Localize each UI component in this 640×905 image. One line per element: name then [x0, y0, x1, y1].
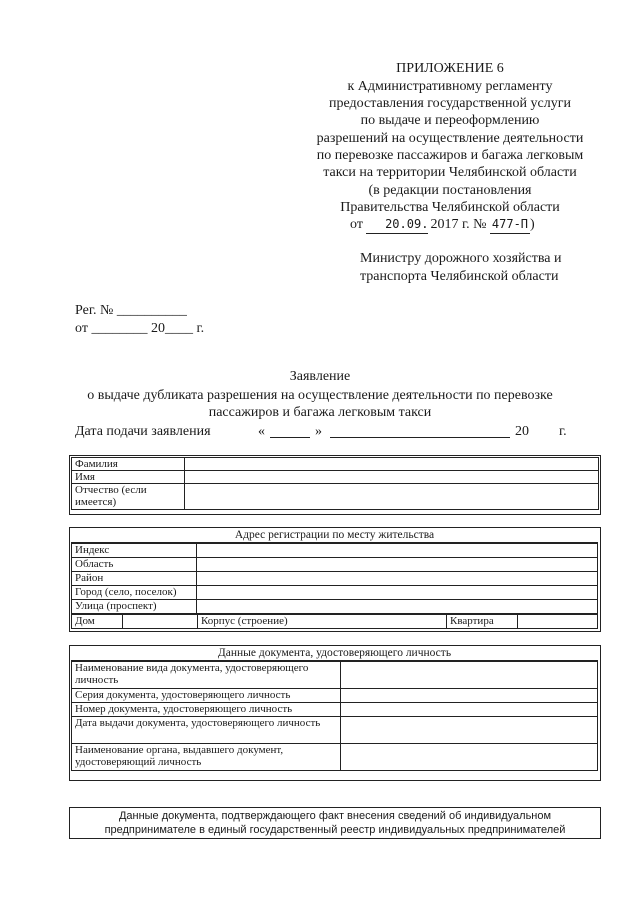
close-quote: » [315, 424, 322, 439]
id-series-label: Серия документа, удостоверяющего личность [72, 689, 341, 703]
person-table [71, 457, 599, 510]
egrip-line-1: Данные документа, подтверждающего факт внесения сведений об индивидуальном [118, 810, 552, 822]
day-blank[interactable] [270, 437, 310, 438]
city-field[interactable] [197, 586, 598, 600]
year-prefix: 20 [150, 321, 165, 336]
region-field[interactable] [197, 558, 598, 572]
house-field[interactable] [123, 615, 198, 629]
index-field[interactable] [197, 544, 598, 558]
decree-date-handwritten: 20.09. [366, 216, 428, 234]
id-doc-type-label: Наименование вида документа, удостоверяющего личность [72, 662, 341, 689]
decree-year: 2017 г. № [430, 217, 487, 232]
egrip-line-2: предпринимателе в единый государственный реестр индивидуальных предпринимателей [104, 824, 566, 836]
close-paren: ) [529, 217, 535, 232]
building-label: Корпус (строение) [198, 615, 447, 629]
name-field[interactable] [185, 471, 599, 484]
header-line: такси на территории Челябинской области [323, 165, 577, 180]
reg-label: Рег. № [75, 303, 114, 318]
address-table [71, 543, 598, 614]
submission-date-line [75, 423, 595, 441]
date-prefix: от [350, 217, 363, 232]
region-label: Область [72, 558, 197, 572]
id-doc-type-field[interactable] [341, 662, 598, 689]
address-table-title: Адрес регистрации по месту жительства [71, 529, 598, 543]
year-blank: ____ [164, 321, 193, 336]
decree-date-line [350, 216, 535, 234]
id-table-title: Данные документа, удостоверяющего личность [71, 647, 598, 661]
header-line: предоставления государственной услуги [329, 96, 571, 111]
egrip-box [69, 807, 601, 839]
decree-number-handwritten: 477-П [490, 216, 530, 234]
id-number-label: Номер документа, удостоверяющего личность [72, 703, 341, 717]
month-blank[interactable] [330, 437, 510, 438]
appendix-title: ПРИЛОЖЕНИЕ 6 [396, 61, 504, 76]
apartment-field[interactable] [518, 615, 598, 629]
apartment-label: Квартира [447, 615, 518, 629]
district-label: Район [72, 572, 197, 586]
addressee-line-2: транспорта Челябинской области [360, 269, 559, 284]
surname-field[interactable] [185, 458, 599, 471]
addressee-line-1: Министру дорожного хозяйства и [360, 251, 562, 266]
from-blank: ________ [91, 321, 148, 336]
id-issuer-field[interactable] [341, 744, 598, 771]
reg-number-line [75, 302, 187, 319]
id-series-field[interactable] [341, 689, 598, 703]
patronymic-label: Отчество (если имеется) [72, 484, 185, 510]
statement-title: Заявление [289, 369, 351, 384]
header-line: по выдаче и переоформлению [360, 113, 540, 128]
reg-date-line [75, 320, 204, 337]
header-line: Правительства Челябинской области [340, 200, 560, 215]
id-issue-date-field[interactable] [341, 717, 598, 744]
patronymic-field[interactable] [185, 484, 599, 510]
open-quote: « [258, 424, 265, 439]
id-number-field[interactable] [341, 703, 598, 717]
year-suffix: г. [196, 321, 205, 336]
id-issue-date-label: Дата выдачи документа, удостоверяющего личность [72, 717, 341, 744]
header-line: (в редакции постановления [368, 183, 532, 198]
id-table [71, 661, 598, 771]
reg-blank: __________ [116, 303, 187, 318]
surname-label: Фамилия [72, 458, 185, 471]
from-label: от [75, 321, 88, 336]
header-line: разрешений на осуществление деятельности [316, 131, 584, 146]
year-suffix: г. [559, 424, 567, 439]
address-bottom-row [71, 614, 598, 629]
header-line: к Административному регламенту [347, 79, 553, 94]
header-line: по перевозке пассажиров и багажа легковым [316, 148, 584, 163]
district-field[interactable] [197, 572, 598, 586]
index-label: Индекс [72, 544, 197, 558]
year-prefix: 20 [515, 424, 529, 439]
city-label: Город (село, поселок) [72, 586, 197, 600]
statement-line-1: о выдаче дубликата разрешения на осуществление деятельности по перевозке [87, 388, 553, 403]
street-field[interactable] [197, 600, 598, 614]
name-label: Имя [72, 471, 185, 484]
statement-line-2: пассажиров и багажа легковым такси [208, 405, 432, 420]
submission-date-label: Дата подачи заявления [75, 424, 211, 439]
house-label: Дом [72, 615, 123, 629]
street-label: Улица (проспект) [72, 600, 197, 614]
id-issuer-label: Наименование органа, выдавшего документ, удостоверяющий личность [72, 744, 341, 771]
